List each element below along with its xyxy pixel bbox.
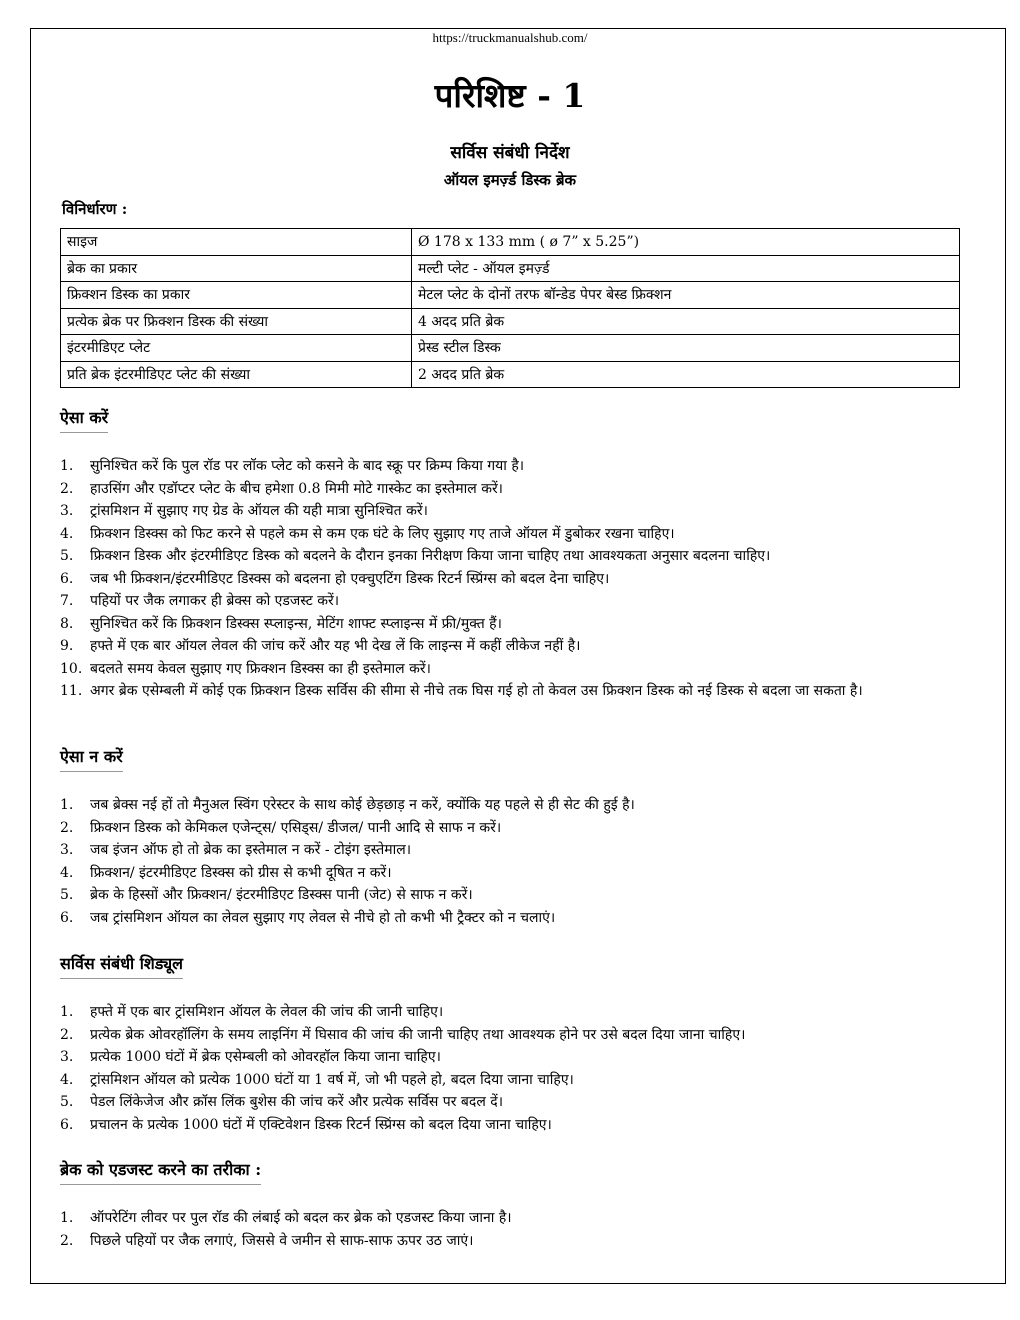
item-text: प्रचालन के प्रत्येक 1000 घंटों में एक्टिवेशन डिस्क रिटर्न स्प्रिंग्स को बदल दिया जाना चाहिए। [90, 1116, 552, 1133]
item-number: 11. [60, 683, 83, 699]
item-number: 5. [60, 548, 74, 564]
list-item [60, 635, 960, 658]
page-subtitle: सर्विस संबंधी निर्देश [450, 143, 570, 163]
list-item [60, 1001, 960, 1024]
item-number: 3. [60, 1049, 74, 1065]
table-row [61, 255, 960, 282]
item-number: 1. [60, 1210, 74, 1226]
item-number: 5. [60, 887, 74, 903]
spec-value: 2 अदद प्रति ब्रेक [412, 361, 960, 388]
list-item [60, 839, 960, 862]
item-text: फ्रिक्शन डिस्क को केमिकल एजेन्ट्स/ एसिड्स/ डीजल/ पानी आदि से साफ न करें। [90, 819, 502, 836]
page-subtitle-2: ऑयल इमर्ज़्ड डिस्क ब्रेक [443, 171, 577, 189]
item-text: हफ्ते में एक बार ऑयल लेवल की जांच करें और यह भी देख लें कि लाइन्स में कहीं लीकेज नहीं है। [90, 638, 581, 654]
spec-value: 4 अदद प्रति ब्रेक [412, 308, 960, 335]
item-number: 8. [60, 615, 74, 632]
item-number: 7. [60, 593, 74, 609]
item-text: सुनिश्चित करें कि फ्रिक्शन डिस्क्स स्प्लाइन्स, मेटिंग शाफ्ट स्प्लाइन्स में फ्री/मुक्त हैं। [90, 615, 502, 632]
table-row [61, 308, 960, 335]
adjust-list [60, 1207, 960, 1252]
list-item [60, 1207, 960, 1230]
list-item [60, 862, 960, 885]
list-item [60, 478, 960, 501]
item-text: फ्रिक्शन डिस्क्स को फिट करने से पहले कम से कम एक घंटे के लिए सुझाए गए ताजे ऑयल में डुबोकर रखना चाहिए। [90, 525, 675, 542]
item-text: ट्रांसमिशन ऑयल को प्रत्येक 1000 घंटों या 1 वर्ष में, जो भी पहले हो, बदल दिया जाना चाहिए। [90, 1071, 574, 1088]
spec-label: फ्रिक्शन डिस्क का प्रकार [61, 282, 412, 309]
item-text: जब ब्रेक्स नई हों तो मैनुअल स्विंग एरेस्टर के साथ कोई छेड़छाड़ न करें, क्योंकि यह पहले से ही सेट की हुई है। [90, 797, 635, 813]
item-text: जब ट्रांसमिशन ऑयल का लेवल सुझाए गए लेवल से नीचे हो तो कभी भी ट्रैक्टर को न चलाएं। [90, 909, 556, 926]
list-item [60, 568, 960, 591]
spec-value: मल्टी प्लेट - ऑयल इमर्ज़्ड [412, 255, 960, 282]
list-item [60, 1091, 960, 1114]
item-number: 10. [60, 660, 83, 677]
item-number: 4. [60, 864, 74, 881]
spec-value: मेटल प्लेट के दोनों तरफ बॉन्डेड पेपर बेस्ड फ्रिक्शन [412, 282, 960, 309]
item-text: हफ्ते में एक बार ट्रांसमिशन ऑयल के लेवल की जांच की जानी चाहिए। [90, 1004, 444, 1020]
item-text: प्रत्येक 1000 घंटों में ब्रेक एसेम्बली को ओवरहॉल किया जाना चाहिए। [90, 1049, 441, 1065]
item-text: पिछले पहियों पर जैक लगाएं, जिससे वे जमीन से साफ-साफ ऊपर उठ जाएं। [90, 1232, 474, 1249]
item-number: 2. [60, 1026, 74, 1043]
item-number: 4. [60, 1071, 74, 1088]
list-item [60, 1024, 960, 1047]
adjust-heading: ब्रेक को एडजस्ट करने का तरीका : [60, 1158, 261, 1185]
dos-list [60, 455, 960, 703]
list-item [60, 680, 960, 703]
item-text: हाउसिंग और एडॉप्टर प्लेट के बीच हमेशा 0.8 मिमी मोटे गास्केट का इस्तेमाल करें। [90, 480, 503, 497]
item-text: ब्रेक के हिस्सों और फ्रिक्शन/ इंटरमीडिएट डिस्क्स पानी (जेट) से साफ न करें। [90, 887, 473, 903]
table-row [61, 335, 960, 362]
page-title: परिशिष्ट - 1 [434, 76, 586, 115]
item-text: बदलते समय केवल सुझाए गए फ्रिक्शन डिस्क्स का ही इस्तेमाल करें। [90, 660, 431, 677]
item-text: अगर ब्रेक एसेम्बली में कोई एक फ्रिक्शन डिस्क सर्विस की सीमा से नीचे तक घिस गई हो तो केवल उस फ्रिक्शन डिस्क को नई डिस्क से बदला जा सकता है। [90, 683, 863, 699]
item-number: 6. [60, 570, 74, 587]
schedule-list [60, 1001, 960, 1136]
item-text: पहियों पर जैक लगाकर ही ब्रेक्स को एडजस्ट करें। [90, 593, 340, 609]
list-item [60, 884, 960, 907]
spec-label: ब्रेक का प्रकार [61, 255, 412, 282]
item-text: जब भी फ्रिक्शन/इंटरमीडिएट डिस्क्स को बदलना हो एक्चुएटिंग डिस्क रिटर्न स्प्रिंग्स को बदल देना चाहिए। [90, 570, 610, 587]
item-number: 2. [60, 819, 74, 836]
item-number: 6. [60, 909, 74, 926]
donts-list [60, 794, 960, 929]
list-item [60, 613, 960, 636]
list-item [60, 658, 960, 681]
list-item [60, 1230, 960, 1253]
spec-label: प्रत्येक ब्रेक पर फ्रिक्शन डिस्क की संख्या [61, 308, 412, 335]
item-number: 3. [60, 842, 74, 858]
table-row [61, 361, 960, 388]
item-number: 9. [60, 638, 74, 654]
item-text: प्रत्येक ब्रेक ओवरहॉलिंग के समय लाइनिंग में घिसाव की जांच की जानी चाहिए तथा आवश्यक होने पर उसे बदल दिया जाना चाहिए। [90, 1026, 746, 1043]
list-item [60, 1046, 960, 1069]
donts-heading: ऐसा न करें [60, 745, 123, 772]
item-text: पेडल लिंकेजेज और क्रॉस लिंक बुशेस की जांच करें और प्रत्येक सर्विस पर बदल दें। [90, 1094, 504, 1110]
item-number: 3. [60, 503, 74, 519]
item-text: फ्रिक्शन डिस्क और इंटरमीडिएट डिस्क को बदलने के दौरान इनका निरीक्षण किया जाना चाहिए तथा आवश्यकता अनुसार बदलना चाहिए। [90, 548, 771, 564]
list-item [60, 455, 960, 478]
schedule-heading: सर्विस संबंधी शिड्यूल [60, 952, 183, 979]
item-text: ऑपरेटिंग लीवर पर पुल रॉड की लंबाई को बदल कर ब्रेक को एडजस्ट किया जाना है। [90, 1210, 512, 1226]
specs-table [60, 228, 960, 388]
list-item [60, 1069, 960, 1092]
list-item [60, 817, 960, 840]
source-url[interactable]: https://truckmanualshub.com/ [432, 30, 588, 45]
item-text: सुनिश्चित करें कि पुल रॉड पर लॉक प्लेट को कसने के बाद स्क्रू पर क्रिम्प किया गया है। [90, 458, 525, 474]
item-text: ट्रांसमिशन में सुझाए गए ग्रेड के ऑयल की यही मात्रा सुनिश्चित करें। [90, 503, 428, 519]
list-item [60, 794, 960, 817]
item-number: 1. [60, 797, 74, 813]
list-item [60, 907, 960, 930]
item-number: 4. [60, 525, 74, 542]
list-item [60, 500, 960, 523]
spec-value: प्रेस्ड स्टील डिस्क [412, 335, 960, 362]
item-text: फ्रिक्शन/ इंटरमीडिएट डिस्क्स को ग्रीस से कभी दूषित न करें। [90, 864, 392, 881]
list-item [60, 523, 960, 546]
item-text: जब इंजन ऑफ हो तो ब्रेक का इस्तेमाल न करें - टोइंग इस्तेमाल। [90, 842, 412, 858]
table-row [61, 229, 960, 256]
item-number: 5. [60, 1094, 74, 1110]
item-number: 2. [60, 480, 74, 497]
item-number: 1. [60, 1004, 74, 1020]
dos-heading: ऐसा करें [60, 406, 108, 433]
list-item [60, 1114, 960, 1137]
specs-heading: विनिर्धारण : [62, 200, 128, 218]
list-item [60, 545, 960, 568]
item-number: 2. [60, 1232, 74, 1249]
spec-label: साइज [61, 229, 412, 256]
table-row [61, 282, 960, 309]
spec-label: इंटरमीडिएट प्लेट [61, 335, 412, 362]
item-number: 6. [60, 1116, 74, 1133]
spec-label: प्रति ब्रेक इंटरमीडिएट प्लेट की संख्या [61, 361, 412, 388]
item-number: 1. [60, 458, 74, 474]
spec-value: Ø 178 x 133 mm ( ø 7” x 5.25”) [412, 229, 960, 256]
list-item [60, 590, 960, 613]
